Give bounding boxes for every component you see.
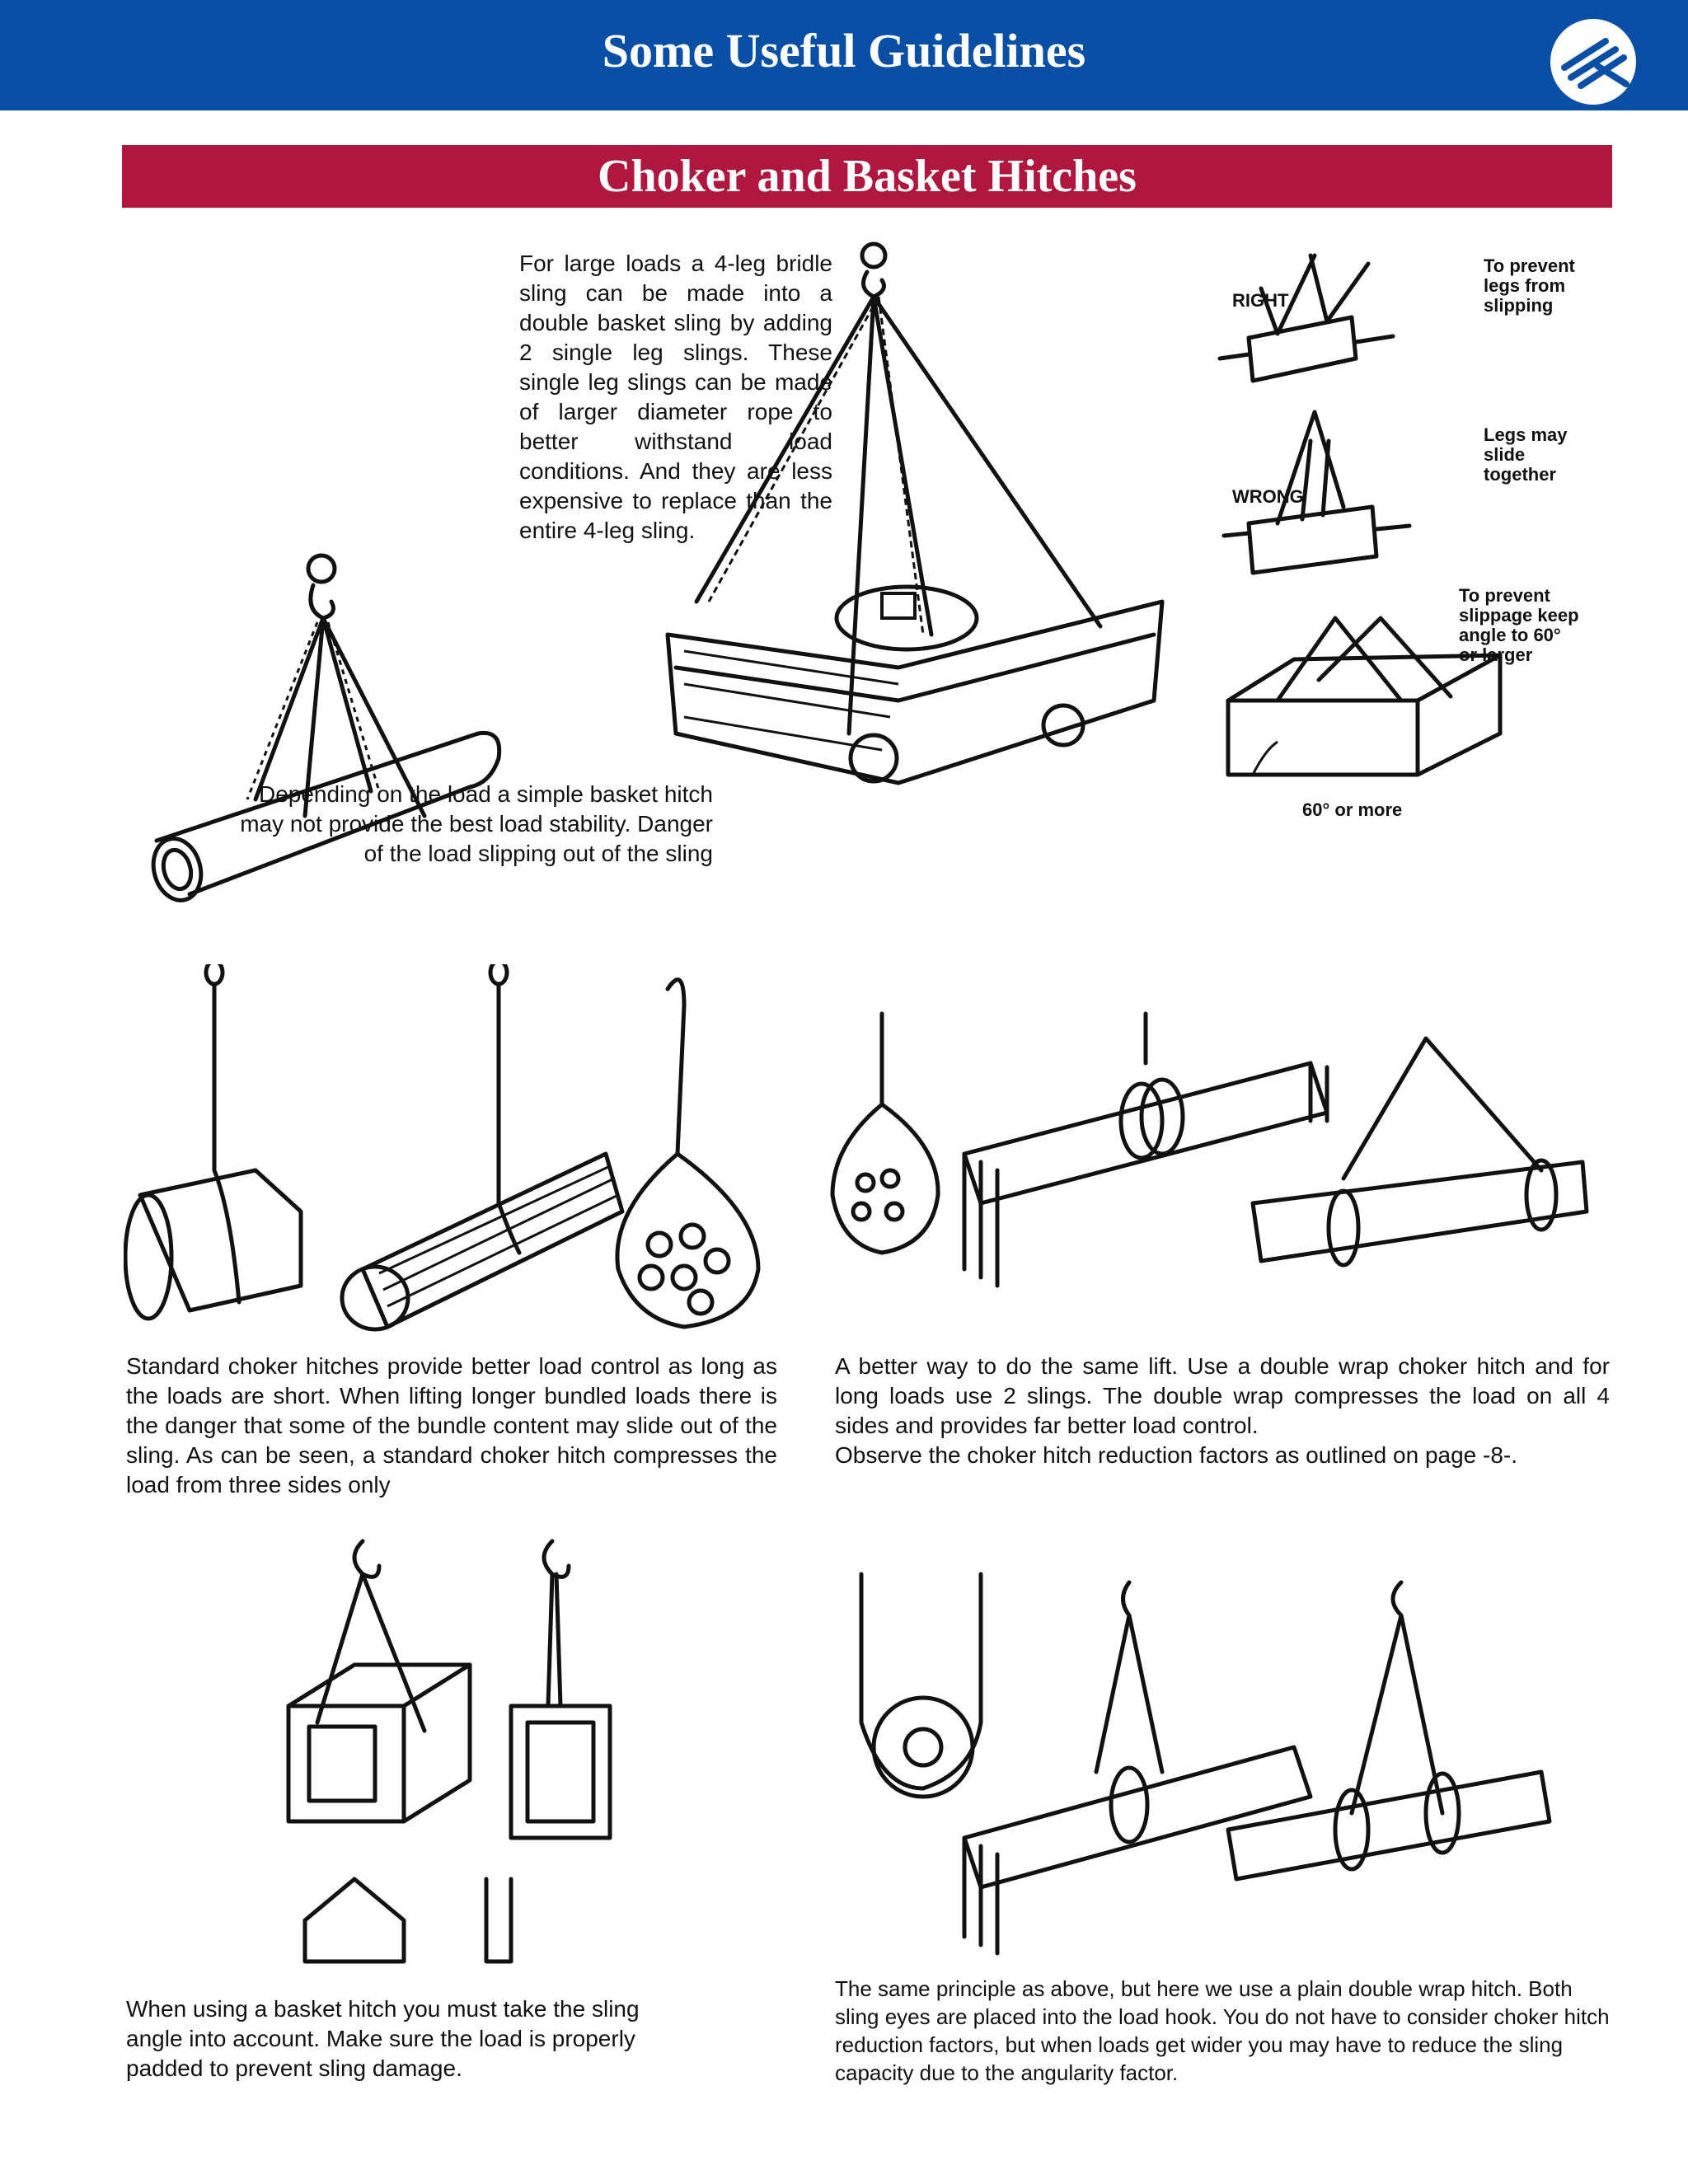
basket-stability-text: Depending on the load a simple basket hitch may not provide the best load stability. Danger of the load slipping out of the sling bbox=[240, 781, 713, 866]
label-angle: 60° or more bbox=[1302, 799, 1403, 820]
label-legs-slide: Legs may slide together bbox=[1484, 424, 1568, 485]
plain-double-wrap-text: The same principle as above, but here we use a plain double wrap hitch. Both sling eyes are placed into the load hook. You do not have to consider choker hitch reduction factors, but when loads get wider you may have to reduce the sling capacity due to the angularity factor. bbox=[835, 1976, 1610, 2085]
standard-choker-text: Standard choker hitches provide better load control as long as the loads are short. When lifting longer bundled loads there is the danger that some of the bundle content may slide out of the sling. As can be seen, a standard choker hitch compresses the load from three sides only bbox=[126, 1353, 777, 1497]
double-wrap-choker-illustration bbox=[816, 1005, 1607, 1302]
section-title: Choker and Basket Hitches bbox=[598, 151, 1137, 202]
company-logo-icon bbox=[1548, 16, 1639, 107]
double-wrap-text-1: A better way to do the same lift. Use a double wrap choker hitch and for long loads use 2 slings. The double wrap compresses the load on all 4 sides and provides far better load control. bbox=[835, 1353, 1610, 1438]
basket-hitch-box-illustration bbox=[280, 1533, 659, 1978]
standard-choker-hitch-illustration bbox=[124, 964, 791, 1343]
basket-angle-text: When using a basket hitch you must take the sling angle into account. Make sure the load is properly padded to prevent sling damage. bbox=[126, 1996, 640, 2081]
section-banner bbox=[122, 145, 1612, 208]
sling-angle-diagrams bbox=[1187, 239, 1615, 832]
bridle-sling-text: For large loads a 4-leg bridle sling can be made into a double basket sling by adding 2 single leg slings. These single leg slings can be made of larger diameter rope to better withstand load conditions. And they are less expensive to replace than the entire 4-leg sling. bbox=[519, 251, 832, 543]
plain-double-wrap-illustration bbox=[832, 1566, 1607, 1961]
label-prevent-legs: To prevent legs from slipping bbox=[1484, 255, 1575, 316]
double-wrap-text-2: Observe the choker hitch reduction factors as outlined on page -8-. bbox=[835, 1442, 1518, 1468]
label-wrong: WRONG bbox=[1232, 486, 1304, 507]
header-bar bbox=[0, 0, 1688, 110]
label-right: RIGHT bbox=[1232, 290, 1289, 311]
label-prevent-slippage: To prevent slippage keep angle to 60° or larger bbox=[1459, 585, 1579, 665]
page-title: Some Useful Guidelines bbox=[602, 24, 1086, 77]
